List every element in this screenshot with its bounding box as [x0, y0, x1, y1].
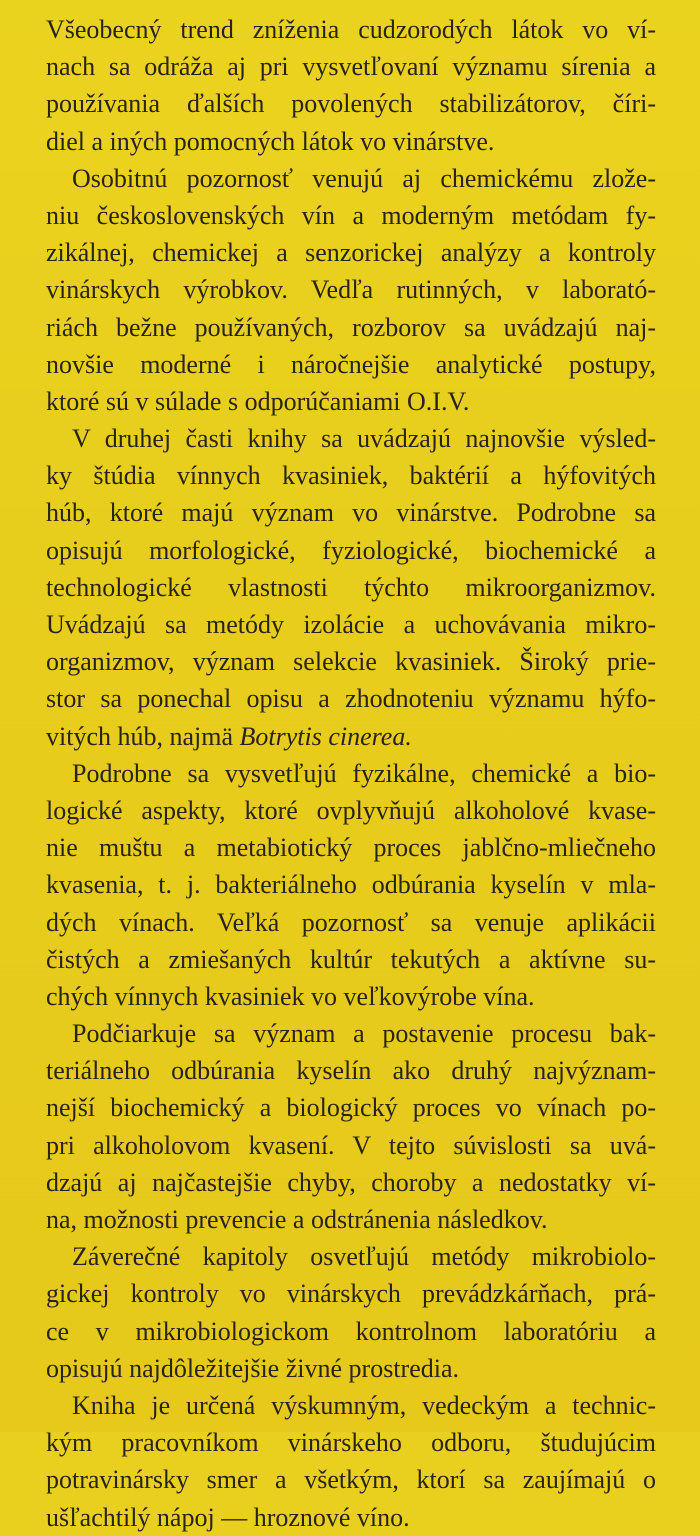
text-line: chých vínnych kvasiniek vo veľkovýrobe vína.: [46, 981, 535, 1011]
text-line: zikálnej, chemickej a senzorickej analýzy a kontroly: [46, 238, 656, 268]
text-line: V druhej časti knihy sa uvádzajú najnovšie výsled-: [72, 424, 656, 454]
body-text: [46, 11, 656, 1536]
text-line: teriálneho odbúrania kyselín ako druhý najvýznam-: [46, 1056, 656, 1086]
text-line: diel a iných pomocných látok vo vinárstve.: [46, 126, 495, 156]
text-line: opisujú morfologické, fyziologické, biochemické a: [46, 535, 656, 565]
text-line: kvasenia, t. j. bakteriálneho odbúrania kyselín v mla-: [46, 870, 656, 900]
text-line: dzajú aj najčastejšie chyby, choroby a nedostatky ví-: [46, 1167, 656, 1197]
text-line: ktoré sú v súlade s odporúčaniami O.I.V.: [46, 386, 470, 416]
text-line: ce v mikrobiologickom kontrolnom laboratóriu a: [46, 1316, 656, 1346]
text-line: nach sa odráža aj pri vysvetľovaní významu sírenia a: [46, 52, 656, 82]
text-line: potravinársky smer a všetkým, ktorí sa zaujímajú o: [46, 1465, 656, 1495]
text-line: pri alkoholovom kvasení. V tejto súvislosti sa uvá-: [46, 1130, 656, 1160]
text-line: Podrobne sa vysvetľujú fyzikálne, chemické a bio-: [72, 758, 656, 788]
text-line: vinárskych výrobkov. Vedľa rutinných, v laborató-: [46, 275, 656, 305]
text-line: na, možnosti prevencie a odstránenia následkov.: [46, 1205, 548, 1234]
text-line: organizmov, význam selekcie kvasiniek. Široký prie-: [46, 647, 656, 677]
paragraph-3: [46, 420, 656, 755]
text-line: nejší biochemický a biologický proces vo vínach po-: [46, 1093, 656, 1123]
text-line: stor sa ponechal opisu a zhodnoteniu významu hýfo-: [46, 684, 656, 714]
text-line: húb, ktoré majú význam vo vinárstve. Podrobne sa: [46, 498, 656, 528]
text-line: čistých a zmiešaných kultúr tekutých a aktívne su-: [46, 944, 656, 974]
text-line: nie muštu a metabiotický proces jablčno-mliečneho: [46, 833, 656, 863]
text-line: Záverečné kapitoly osvetľujú metódy mikrobiolo-: [72, 1242, 656, 1272]
text-line: Podčiarkuje sa význam a postavenie procesu bak-: [72, 1019, 656, 1049]
paragraph-7: [46, 1387, 656, 1536]
text-line: gickej kontroly vo vinárskych prevádzkárňach, prá-: [46, 1279, 656, 1309]
text-line: ky štúdia vínnych kvasiniek, baktérií a hýfovitých: [46, 461, 656, 491]
text-line: Uvádzajú sa metódy izolácie a uchovávania mikro-: [46, 610, 656, 639]
text-line: riách bežne používaných, rozborov sa uvádzajú naj-: [46, 312, 656, 342]
text-fragment: vitých húb, najmä: [46, 721, 240, 751]
text-line: novšie moderné i náročnejšie analytické postupy,: [46, 349, 656, 379]
paragraph-4: [46, 755, 656, 1015]
paragraph-1: [46, 11, 656, 160]
text-line: [46, 718, 656, 755]
paragraph-2: [46, 160, 656, 420]
text-line: používania ďalších povolených stabilizátorov, číri-: [46, 89, 656, 119]
text-line: logické aspekty, ktoré ovplyvňujú alkoholové kvase-: [46, 795, 656, 825]
text-line: opisujú najdôležitejšie živné prostredia.: [46, 1353, 459, 1383]
text-line: Všeobecný trend zníženia cudzorodých látok vo ví-: [46, 15, 656, 44]
text-line: ušľachtilý nápoj — hroznové víno.: [46, 1502, 410, 1532]
text-line: kým pracovníkom vinárskeho odboru, študujúcim: [46, 1428, 656, 1458]
text-line: Osobitnú pozornosť venujú aj chemickému zlože-: [72, 163, 656, 193]
text-line: niu československých vín a moderným metódam fy-: [46, 200, 656, 230]
text-line: technologické vlastnosti týchto mikroorganizmov.: [46, 572, 656, 602]
species-name: Botrytis cinerea.: [239, 721, 412, 751]
paragraph-6: [46, 1238, 656, 1387]
paragraph-5: [46, 1015, 656, 1238]
text-line: Kniha je určená výskumným, vedeckým a technic-: [72, 1390, 656, 1420]
text-line: dých vínach. Veľká pozornosť sa venuje aplikácii: [46, 907, 656, 937]
